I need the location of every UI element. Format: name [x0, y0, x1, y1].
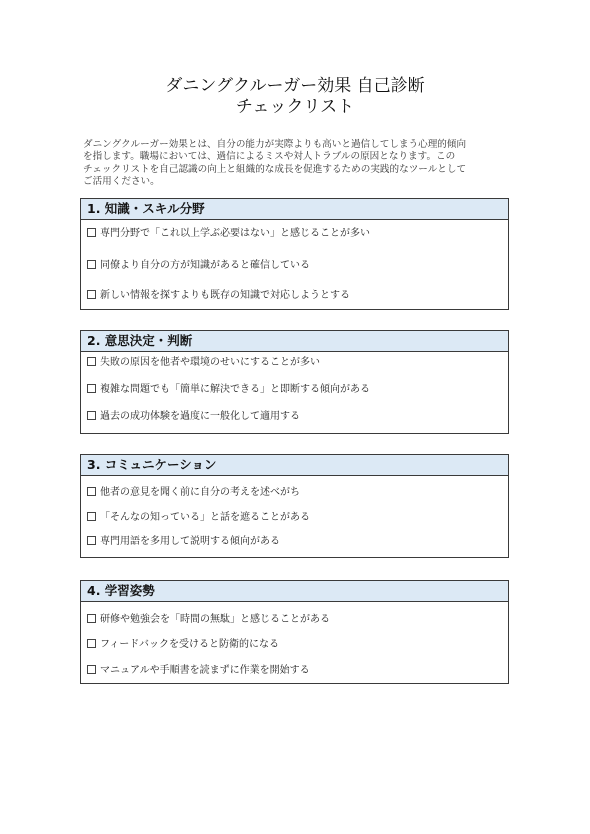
- section-header: 4. 学習姿勢: [81, 581, 508, 602]
- checklist-item[interactable]: [87, 511, 310, 524]
- checklist-item-label: 専門分野で「これ以上学ぶ必要はない」と感じることが多い: [100, 228, 370, 239]
- checklist-item-label: 失敗の原因を他者や環境のせいにすることが多い: [100, 357, 320, 368]
- checklist-item[interactable]: [87, 410, 300, 423]
- title-line-2: チェックリスト: [235, 97, 355, 117]
- section-decision-making: [80, 330, 509, 434]
- section-header: 3. コミュニケーション: [81, 455, 508, 476]
- checklist-item[interactable]: [87, 383, 370, 396]
- section-header: 2. 意思決定・判断: [81, 331, 508, 352]
- checklist-item[interactable]: [87, 613, 330, 626]
- checkbox-icon[interactable]: [87, 536, 96, 545]
- checkbox-icon[interactable]: [87, 228, 96, 237]
- checklist-item-label: 複雑な問題でも「簡単に解決できる」と即断する傾向がある: [100, 384, 370, 395]
- intro-line: ご活用ください。: [83, 176, 160, 188]
- intro-line: を指します。職場においては、過信によるミスや対人トラブルの原因となります。この: [83, 151, 456, 163]
- checklist-item-label: 他者の意見を聞く前に自分の考えを述べがち: [100, 487, 300, 498]
- checklist-item-label: 研修や勉強会を「時間の無駄」と感じることがある: [100, 614, 330, 625]
- checklist-item[interactable]: [87, 259, 310, 272]
- checklist-item-label: 「そんなの知っている」と話を遮ることがある: [100, 512, 310, 523]
- checklist-item[interactable]: [87, 664, 310, 677]
- checkbox-icon[interactable]: [87, 384, 96, 393]
- checkbox-icon[interactable]: [87, 614, 96, 623]
- checkbox-icon[interactable]: [87, 357, 96, 366]
- checklist-item-label: 過去の成功体験を過度に一般化して適用する: [100, 411, 300, 422]
- checkbox-icon[interactable]: [87, 487, 96, 496]
- checklist-item-label: フィードバックを受けると防衛的になる: [100, 639, 279, 650]
- intro-line: ダニングクルーガー効果とは、自分の能力が実際よりも高いと過信してしまう心理的傾向: [83, 139, 467, 150]
- section-header: 1. 知識・スキル分野: [81, 199, 508, 220]
- page-title: [0, 76, 590, 118]
- checkbox-icon[interactable]: [87, 512, 96, 521]
- title-line-1: ダニングクルーガー効果 自己診断: [165, 76, 425, 96]
- checkbox-icon[interactable]: [87, 665, 96, 674]
- intro-paragraph: [83, 139, 513, 189]
- checklist-item[interactable]: [87, 227, 370, 240]
- checklist-item[interactable]: [87, 356, 320, 369]
- checklist-item-label: 専門用語を多用して説明する傾向がある: [100, 536, 280, 547]
- checklist-item-label: マニュアルや手順書を読まずに作業を開始する: [100, 665, 310, 676]
- section-knowledge-skills: [80, 198, 509, 310]
- section-learning-attitude: [80, 580, 509, 684]
- checkbox-icon[interactable]: [87, 290, 96, 299]
- section-communication: [80, 454, 509, 558]
- checkbox-icon[interactable]: [87, 260, 96, 269]
- intro-line: チェックリストを自己認識の向上と組織的な成長を促進するための実践的なツールとして: [83, 163, 467, 175]
- checklist-item[interactable]: [87, 638, 279, 651]
- checklist-item[interactable]: [87, 535, 280, 548]
- checklist-item-label: 新しい情報を探すよりも既存の知識で対応しようとする: [100, 290, 350, 301]
- checklist-item-label: 同僚より自分の方が知識があると確信している: [100, 260, 310, 271]
- checklist-item[interactable]: [87, 289, 350, 302]
- checkbox-icon[interactable]: [87, 639, 96, 648]
- checklist-item[interactable]: [87, 486, 300, 499]
- checkbox-icon[interactable]: [87, 411, 96, 420]
